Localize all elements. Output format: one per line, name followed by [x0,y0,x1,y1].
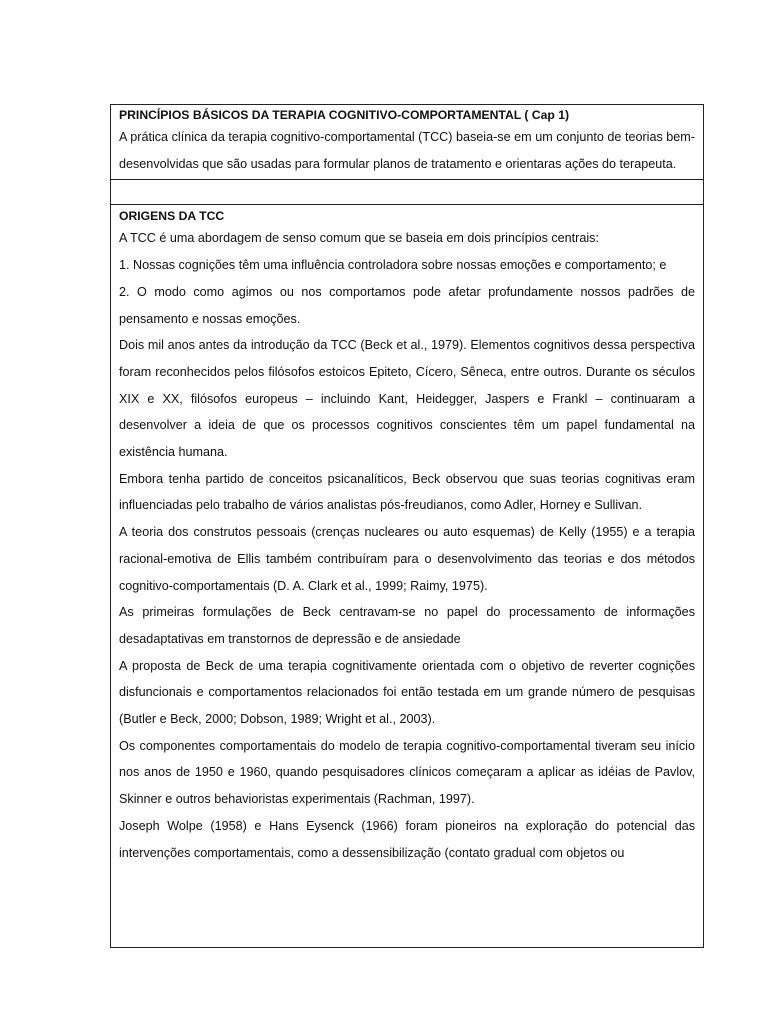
paragraph: 1. Nossas cognições têm uma influência controladora sobre nossas emoções e comportamento; e [119,258,667,273]
paragraph: Joseph Wolpe (1958) e Hans Eysenck (1966) foram pioneiros na exploração do potencial das intervenções comportamentais, como a dessensibilização (contato gradual com objetos ou [119,818,695,860]
paragraph: Embora tenha partido de conceitos psicanalíticos, Beck observou que suas teorias cognitivas eram influenciadas pelo trabalho de vários analistas pós-freudianos, como Adler, Horney e Sullivan. [119,471,695,513]
paragraph: Os componentes comportamentais do modelo de terapia cognitivo-comportamental tiveram seu início nos anos de 1950 e 1960, quando pesquisadores clínicos começaram a aplicar as idéias de Pavlov, Skinner e outros behavioristas experimentais (Rachman, 1997). [119,738,695,807]
paragraph: 2. O modo como agimos ou nos comportamos pode afetar profundamente nossos padrões de pensamento e nossas emoções. [119,284,695,326]
paragraph: Dois mil anos antes da introdução da TCC (Beck et al., 1979). Elementos cognitivos dessa perspectiva foram reconhecidos pelos filósofos estoicos Epiteto, Cícero, Sêneca, entre outros. Durante os séculos XIX e XX, filósofos europeus – incluindo Kant, Heidegger, Jaspers e Frankl – continuaram a desenvolver a ideia de que os processos cognitivos conscientes têm um papel fundamental na existência humana. [119,338,695,460]
paragraph: A proposta de Beck de uma terapia cognitivamente orientada com o objetivo de reverter cognições disfuncionais e comportamentos relacionados foi então testada em um grande número de pesquisas (Butler e Beck, 2000; Dobson, 1989; Wright et al., 2003). [119,658,695,727]
paragraph: A TCC é uma abordagem de senso comum que se baseia em dois princípios centrais: [119,231,599,246]
paragraph: A teoria dos construtos pessoais (crenças nucleares ou auto esquemas) de Kelly (1955) e a terapia racional-emotiva de Ellis também contribuíram para o desenvolvimento das teorias e dos métodos cognitivo-comportamentais (D. A. Clark et al., 1999; Raimy, 1975). [119,525,695,593]
paragraph: As primeiras formulações de Beck centravam-se no papel do processamento de informações desadaptativas em transtornos de depressão e de ansiedade [119,605,695,646]
section-title: PRINCÍPIOS BÁSICOS DA TERAPIA COGNITIVO-COMPORTAMENTAL ( Cap 1) [119,108,570,122]
document-table [110,104,704,948]
paragraph: A prática clínica da terapia cognitivo-comportamental (TCC) baseia-se em um conjunto de teorias bem-desenvolvidas que são usadas para formular planos de tratamento e orientaras ações do terapeuta. [119,130,695,171]
section-origens [111,205,703,866]
section-title: ORIGENS DA TCC [119,209,225,224]
section-principios [111,105,703,180]
empty-row [111,180,703,205]
